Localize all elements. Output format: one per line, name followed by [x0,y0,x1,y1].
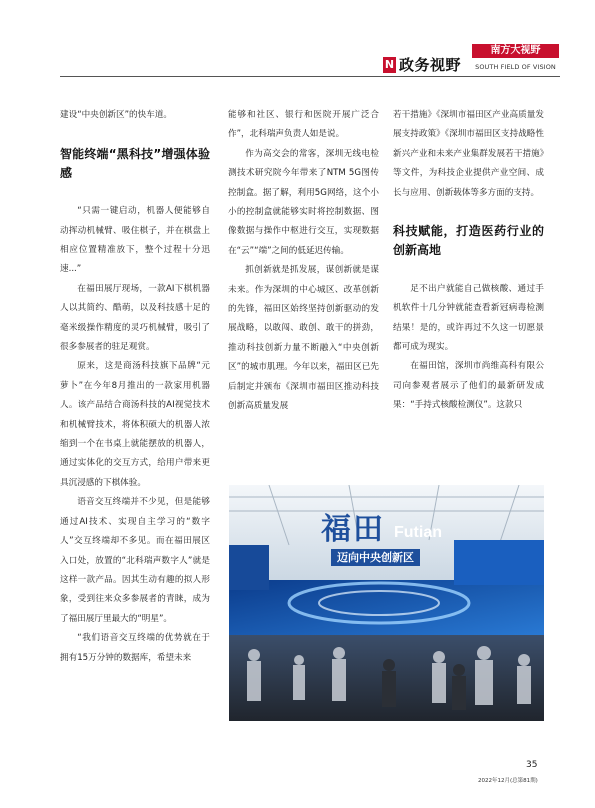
section-heading: 科技赋能，打造医药行业的创新高地 [393,224,544,258]
paragraph: 在福田馆，深圳市尚维高科有限公司向参观者展示了他们的最新研发成果：“手持式核酸检测仪”。这款只 [393,361,544,411]
paragraph: 足不出户就能自己做核酸、通过手机软件十几分钟就能查看新冠病毒检测结果！是的，或许再过不久这一切愿景都可成为现实。 [393,283,544,353]
article-column-2 [228,106,379,417]
paragraph: 能够和社区、银行和医院开展广泛合作”，北科瑞声负责人如是说。 [228,110,379,140]
page-number: 35 [526,760,538,770]
futian-sign-chinese: 福田 [321,512,385,547]
paragraph: 在福田展厅现场，一款AI下棋机器人以其简约、酷萌，以及科技感十足的毫米级操作精度的灵巧机械臂，吸引了很多参展者的驻足观赏。 [60,283,210,353]
magazine-name: 政务视野 [399,56,462,74]
article-column-1 [60,106,210,668]
issue-info: 2022年12月(总第81期) [478,778,538,784]
section-heading: 智能终端“黑科技”增强体验感 [60,146,210,180]
article-column-3 [393,106,544,416]
paragraph: 抓创新就是抓发展，谋创新就是谋未来。作为深圳的中心城区、改革创新的先锋，福田区始终坚持创新驱动的发展战略，以敢闯、敢创、敢干的拼劲，推动科技创新力量不断融入“中央创新区”的城市肌理。今年以来，福田区已先后制定并颁布《深圳市福田区推动科技创新高质量发展 [228,265,379,412]
paragraph: 原来，这是商汤科技旗下品牌“元萝卜”在今年8月推出的一款家用机器人。该产品结合商汤科技的AI视觉技术和机械臂技术，将体积硕大的机器人浓缩到一个在书桌上就能摆放的机器人，通过实体化的交互方式，给用户带来更具沉浸感的下棋体验。 [60,361,210,488]
paragraph: 若干措施》《深圳市福田区产业高质量发展支持政策》《深圳市福田区支持战略性新兴产业和未来产业集群发展若干措施》等文件，为科技企业提供产业空间、成长与应用、创新载体等多方面的支持。 [393,110,544,198]
paragraph: 作为高交会的常客，深圳无线电检测技术研究院今年带来了NTM 5G图传控制盒。据了解，利用5G网络，这个小小的控制盒就能够实时将控制数据、图像数据与操作中枢进行交互，实现数据在“云”“端”之间的低延迟传输。 [228,148,379,256]
futian-sign-english: Futian [394,524,442,541]
header-divider [60,76,560,77]
section-tag: 南方大视野 [472,44,559,58]
paragraph: “我们语音交互终端的优势就在于拥有15万分钟的数据库，希望未来 [60,633,210,663]
futian-sign-slogan: 迈向中央创新区 [331,549,420,566]
exhibition-hall-photo [229,485,544,721]
paragraph: “只需一键启动，机器人便能够自动挥动机械臂、吸住棋子，并在棋盘上相应位置精准放下，整个过程十分迅速...” [60,206,210,275]
paragraph: 语音交互终端并不少见，但是能够通过AI技术、实现自主学习的“数字人”交互终端却不多见。而在福田展区入口处，放置的“北科瑞声数字人”就是这样一款产品。因其生动有趣的拟人形象，受到往来众多参展者的青睐，成为了福田展厅里最大的“明星”。 [60,497,210,624]
magazine-logo-mark: N [384,58,395,71]
exhibition-scene-illustration [229,485,544,721]
section-tag-english: SOUTH FIELD OF VISION [475,63,556,71]
paragraph: 建设“中央创新区”的快车道。 [60,110,173,120]
